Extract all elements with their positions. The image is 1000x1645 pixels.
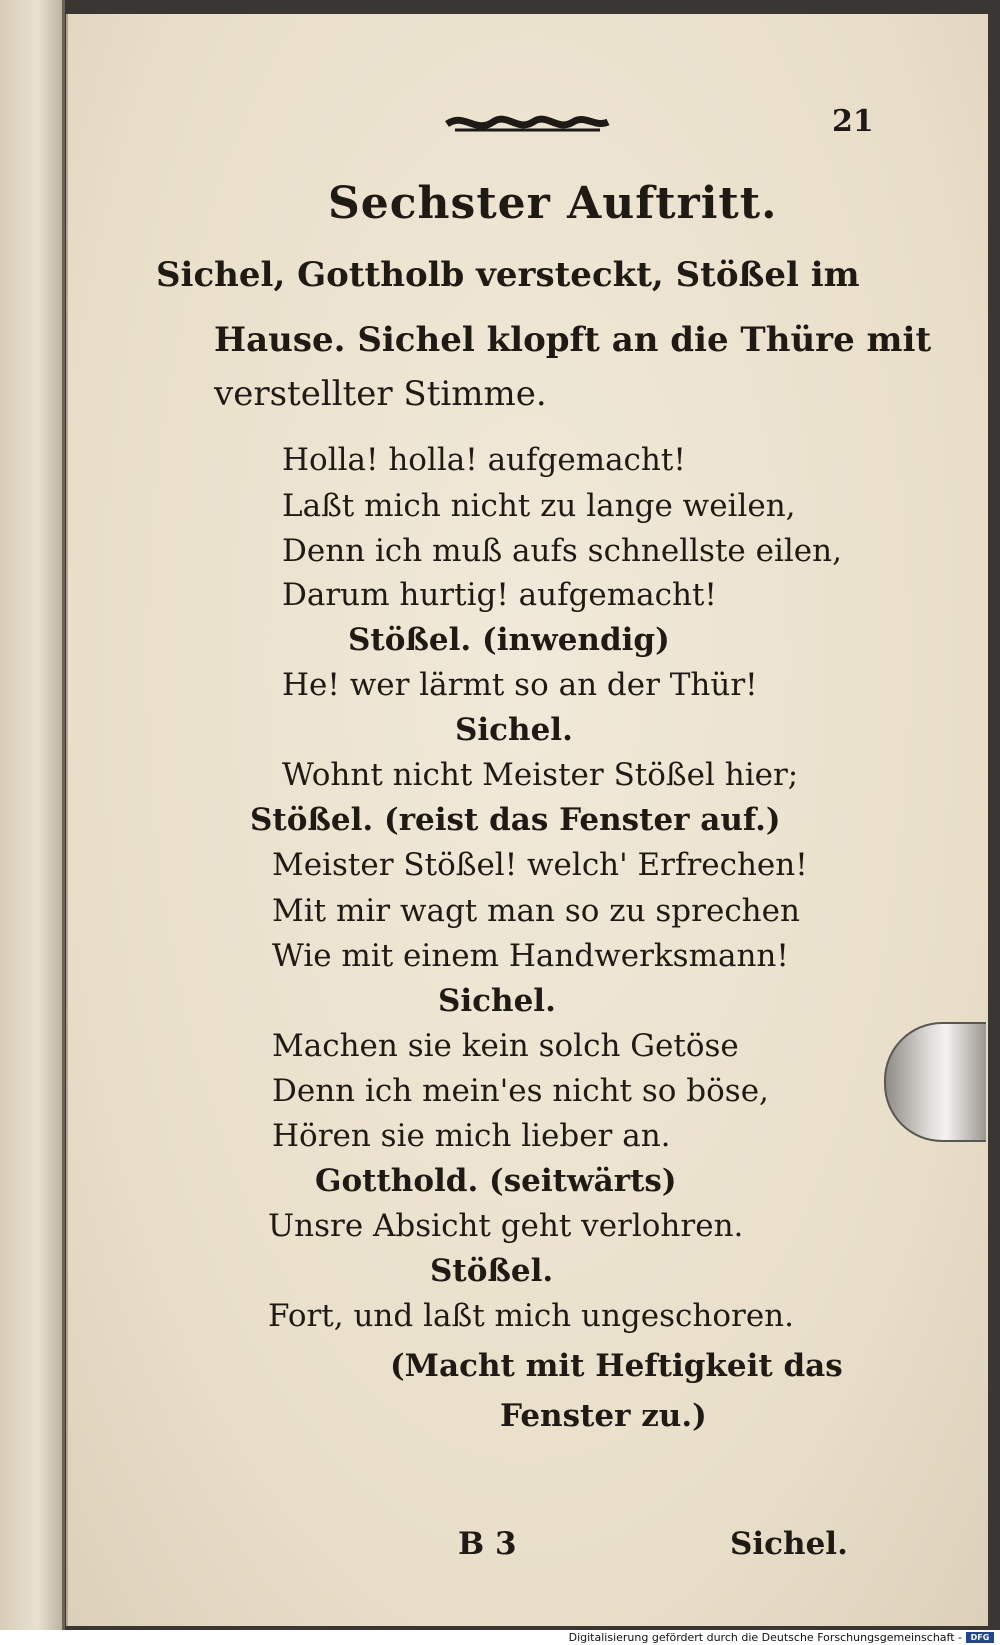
verse-line: Unsre Absicht geht verlohren. [268,1208,744,1244]
speaker-label: Stößel. [430,1253,554,1289]
speaker-line: Gotthold. (seitwärts) [315,1163,677,1199]
verse-line: Darum hurtig! aufgemacht! [282,577,717,613]
ornament-icon [445,108,610,136]
stage-direction-line-3: verstellter Stimme. [214,374,547,414]
catchword: Sichel. [730,1526,848,1562]
verse-line: Machen sie kein solch Getöse [272,1028,739,1064]
verse-line: Holla! holla! aufgemacht! [282,442,686,478]
scene-heading: Sechster Auftritt. [328,178,778,229]
page-clip [884,1022,986,1142]
verse-line: Fort, und laßt mich ungeschoren. [268,1298,795,1334]
verse-line: He! wer lärmt so an der Thür! [282,667,758,703]
stage-direction-line: (Macht mit Heftigkeit das [390,1348,843,1384]
left-page-edge [0,0,65,1630]
stage-direction-line-2: Hause. Sichel klopft an die Thüre mit [214,320,932,360]
verse-line: Laßt mich nicht zu lange weilen, [282,488,796,524]
verse-line: Mit mir wagt man so zu sprechen [272,893,800,929]
page-number: 21 [832,104,874,139]
stage-direction-line: Fenster zu.) [500,1398,707,1434]
verse-line: Meister Stößel! welch' Erfrechen! [272,847,808,883]
speaker-label: Sichel. [455,712,573,748]
signature-mark: B 3 [458,1526,517,1562]
verse-line: Hören sie mich lieber an. [272,1118,671,1154]
digitization-credit: Digitalisierung gefördert durch die Deutsche Forschungsgemeinschaft - [568,1631,962,1644]
stage-direction-line-1: Sichel, Gottholb versteckt, Stößel im [156,255,860,295]
verse-line: Wohnt nicht Meister Stößel hier; [282,757,799,793]
verse-line: Wie mit einem Handwerksmann! [272,938,789,974]
speaker-label: Sichel. [438,983,556,1019]
speaker-line: Stößel. (reist das Fenster auf.) [250,802,781,838]
verse-line: Denn ich mein'es nicht so böse, [272,1073,769,1109]
dfg-logo: DFG [966,1632,994,1643]
verse-line: Denn ich muß aufs schnellste eilen, [282,533,842,569]
speaker-line: Stößel. (inwendig) [348,622,670,658]
